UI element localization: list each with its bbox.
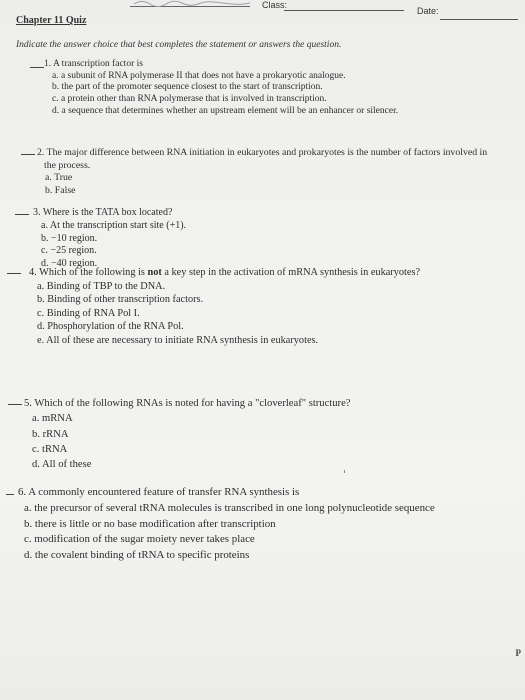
- question-4: [29, 266, 420, 348]
- question-5: [24, 396, 350, 472]
- chapter-title: Chapter 11 Quiz: [16, 15, 87, 26]
- question-text-continued: the process.: [44, 159, 91, 171]
- question-text: 6. A commonly encountered feature of transfer RNA synthesis is: [18, 486, 300, 498]
- option-b: b. rRNA: [32, 428, 69, 440]
- question-6: [18, 485, 435, 564]
- answer-blank-6[interactable]: [6, 494, 14, 495]
- date-line: [440, 19, 518, 20]
- option-b: b. −10 region.: [41, 232, 98, 244]
- question-2: [37, 147, 487, 197]
- option-c: c. a protein other than RNA polymerase that is involved in transcription.: [52, 94, 327, 105]
- name-scribble: [132, 0, 252, 8]
- option-d: d. Phosphorylation of the RNA Pol.: [37, 321, 184, 333]
- question-text: 5. Which of the following RNAs is noted for having a "cloverleaf" structure?: [24, 398, 351, 409]
- page-corner-letter: P: [515, 648, 521, 658]
- option-b: b. Binding of other transcription factors.: [37, 294, 204, 306]
- option-b: b. False: [45, 184, 76, 196]
- option-a: a. Binding of TBP to the DNA.: [37, 280, 166, 292]
- date-label: Date:: [417, 6, 439, 16]
- option-c: c. tRNA: [32, 443, 68, 455]
- question-text: 3. Where is the TATA box located?: [33, 207, 173, 218]
- option-a: a. the precursor of several tRNA molecules is transcribed in one long polynucleotide sequence: [24, 501, 435, 514]
- answer-blank-1[interactable]: [30, 67, 44, 68]
- answer-blank-5[interactable]: [8, 404, 22, 405]
- option-d: d. −40 region.: [41, 258, 98, 270]
- question-1: [44, 59, 398, 118]
- class-line: [284, 10, 404, 11]
- option-a: a. a subunit of RNA polymerase II that does not have a prokaryotic analogue.: [52, 70, 346, 81]
- answer-blank-2[interactable]: [21, 154, 35, 155]
- answer-blank-3[interactable]: [15, 214, 29, 215]
- option-e: e. All of these are necessary to initiate RNA synthesis in eukaryotes.: [37, 334, 319, 346]
- stray-mark: [344, 470, 345, 473]
- option-b: b. there is little or no base modification after transcription: [24, 517, 276, 530]
- class-label: Class:: [262, 0, 288, 10]
- question-text: 2. The major difference between RNA initiation in eukaryotes and prokaryotes is the number of factors involved in: [37, 147, 488, 158]
- option-c: c. modification of the sugar moiety never takes place: [24, 533, 255, 546]
- option-d: d. All of these: [32, 459, 92, 471]
- question-text-post: a key step in the activation of mRNA synthesis in eukaryotes?: [161, 267, 421, 278]
- question-text-emphasis: not: [147, 267, 162, 278]
- instructions: Indicate the answer choice that best completes the statement or answers the question.: [16, 40, 342, 50]
- option-b: b. the part of the promoter sequence closest to the start of transcription.: [52, 82, 323, 93]
- option-c: c. −25 region.: [41, 245, 97, 257]
- question-text: 1. A transcription factor is: [44, 59, 143, 69]
- question-3: [33, 207, 186, 271]
- option-a: a. mRNA: [32, 413, 73, 425]
- answer-blank-4[interactable]: [7, 273, 21, 274]
- option-d: d. the covalent binding of tRNA to specific proteins: [24, 549, 250, 562]
- option-c: c. Binding of RNA Pol I.: [37, 307, 140, 319]
- option-d: d. a sequence that determines whether an upstream element will be an enhancer or silencer.: [52, 105, 399, 116]
- question-text-pre: 4. Which of the following is: [29, 267, 148, 278]
- option-a: a. At the transcription start site (+1).: [41, 219, 187, 231]
- option-a: a. True: [45, 172, 73, 184]
